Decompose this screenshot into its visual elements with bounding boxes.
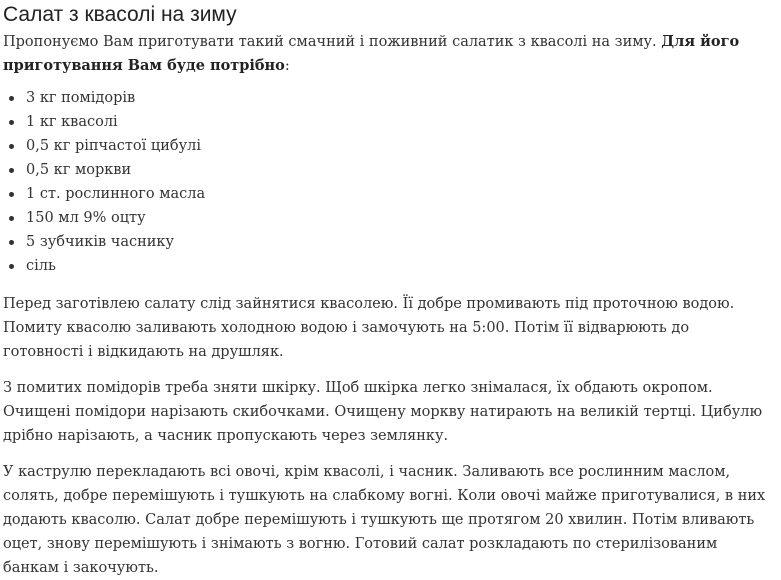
list-item: 1 кг квасолі [26,110,771,134]
list-item: 3 кг помідорів [26,86,771,110]
list-item: 5 зубчиків часнику [26,230,771,254]
list-item: 150 мл 9% оцту [26,206,771,230]
intro-text: Пропонуємо Вам приготувати такий смачний і поживний салатик з квасолі на зиму. [3,34,662,50]
list-item: 1 ст. рослинного масла [26,182,771,206]
paragraph-vegetables-prep: З помитих помідорів треба зняти шкірку. Щоб шкірка легко знімалася, їх обдають окропом. Очищені помідори нарізають скибочками. Очищену моркву натирають на великій тертці. Цибулю дрібно нарізають, а часник пропускають через землянку. [3,380,763,444]
intro-colon: : [284,58,290,74]
list-item: 0,5 кг моркви [26,158,771,182]
intro-paragraph [3,30,771,78]
ingredients-list [3,86,771,278]
paragraph-cooking: У каструлю перекладають всі овочі, крім квасолі, і часник. Заливають все рослинним маслом, солять, добре перемішують і тушкують на слабкому вогні. Коли овочі майже приготувалися, в них додають квасолю. Салат добре перемішують і тушкують ще протягом 20 хвилин. Потім вливають оцет, знову перемішують і знімають з вогню. Готовий салат розкладають по стерилізованим банкам і закочують. [3,464,766,576]
recipe-article [0,2,781,576]
list-item: 0,5 кг ріпчастої цибулі [26,134,771,158]
intro-bold-text: Для його приготування Вам буде потрібно [3,33,740,74]
paragraph-beans-prep: Перед заготівлею салату слід зайнятися квасолею. Її добре промивають під проточною водою. Помиту квасолю заливають холодною водою і замочують на 5:00. Потім її відварюють до готовності і відкидають на друшляк. [3,296,735,360]
page-title: Салат з квасолі на зиму [3,3,237,26]
list-item: сіль [26,254,771,278]
